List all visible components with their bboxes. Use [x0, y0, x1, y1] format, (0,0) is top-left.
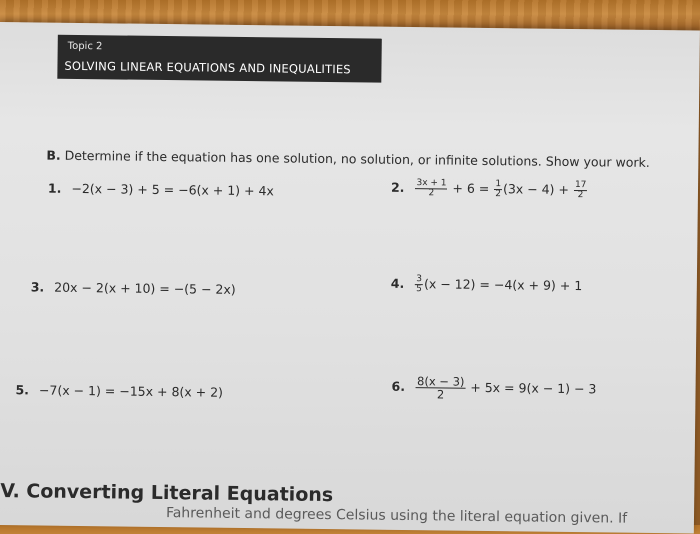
problem-number: 6. — [391, 378, 406, 394]
worksheet-page — [0, 22, 700, 534]
topic-label: Topic 2 — [67, 40, 103, 53]
fraction: $\frac{1}{2}$ — [495, 179, 502, 200]
problem-number: 5. — [15, 382, 30, 398]
problem-number: 1. — [47, 180, 62, 196]
equation-part: (x − 12) = −4(x + 9) + 1 — [423, 276, 583, 294]
problem-number: 2. — [390, 179, 405, 195]
fraction: $\frac{17}{2}$ — [574, 180, 587, 201]
problem-2 — [391, 179, 589, 200]
section-v-partial-text: Fahrenheit and degrees Celsius using the literal equation given. If — [165, 505, 628, 527]
topic-header — [57, 35, 382, 83]
problem-5 — [15, 382, 223, 400]
problem-equation: 20x − 2(x + 10) = −(5 − 2x) — [54, 279, 236, 297]
section-b-instructions — [46, 148, 666, 171]
fraction: $\frac{3}{5}$ — [416, 274, 423, 295]
section-v-heading: V. Converting Literal Equations — [0, 480, 334, 507]
problem-number: 4. — [390, 275, 405, 291]
equation-part: + 6 = — [448, 180, 494, 197]
topic-title: SOLVING LINEAR EQUATIONS AND INEQUALITIES — [64, 58, 351, 77]
fraction: $\frac{8(x - 3)}{2}$ — [416, 374, 465, 402]
problem-3 — [31, 279, 236, 297]
equation-part: (3x − 4) + — [502, 181, 574, 198]
problem-number: 3. — [30, 279, 45, 295]
equation-part: + 5x = 9(x − 1) − 3 — [466, 379, 597, 397]
problem-6 — [391, 375, 596, 403]
problem-1 — [48, 181, 274, 199]
section-b-letter: B. — [46, 147, 61, 163]
fraction: $\frac{3x + 1}{2}$ — [416, 178, 447, 199]
problem-equation: −7(x − 1) = −15x + 8(x + 2) — [38, 382, 224, 400]
problem-4 — [391, 275, 583, 296]
instructions-text: Determine if the equation has one solution, no solution, or infinite solutions. Show your work. — [64, 147, 650, 170]
problem-equation: −2(x − 3) + 5 = −6(x + 1) + 4x — [71, 180, 274, 199]
